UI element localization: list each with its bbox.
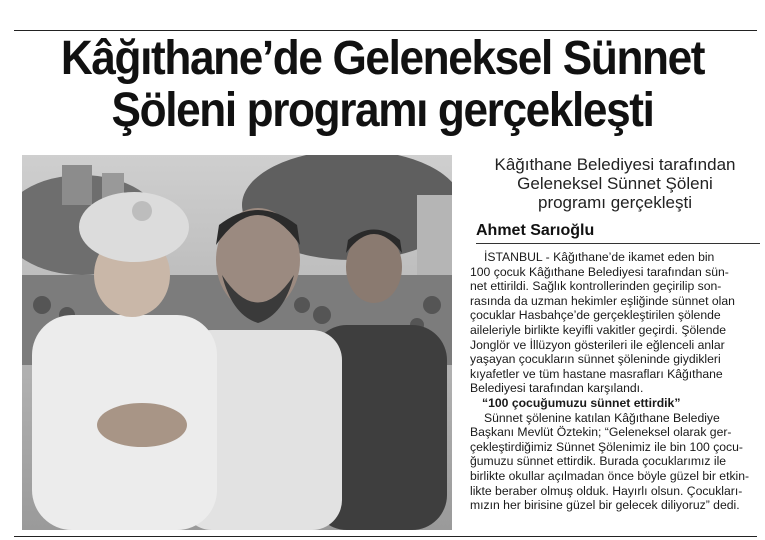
body-line: Başkanı Mevlüt Öztekin; “Geleneksel olarak ger- [470, 425, 732, 440]
body-line: aileleriyle birlikte keyifli vakitler geçirdi. Şölende [470, 322, 727, 337]
body-line: ğumuzu sünnet ettirdik. Burada çocuklarımız ile [470, 454, 727, 469]
body-line: likte beraber olmuş olduk. Hayırlı olsun. Çocukları- [470, 483, 743, 498]
body-line: çocuklar Hasbahçe’de gerçekleştirilen şölende [470, 308, 721, 323]
body-line: birlikte okullar açılmadan önce böyle güzel bir etkin- [470, 468, 750, 483]
deck-line: Geleneksel Sünnet Şöleni [517, 174, 713, 193]
deck-line: Kâğıthane Belediyesi tarafından [494, 155, 736, 174]
body-line: Sünnet şölenine katılan Kâğıthane Belediye [484, 410, 720, 425]
body-line: Jonglör ve İllüzyon gösterileri ile eğlenceli anlar [470, 337, 725, 352]
body-line: rasında da uzman hekimler eşliğinde sünnet olan [470, 293, 735, 308]
headline-line-2: Şöleni programı gerçekleşti [111, 84, 654, 137]
author-name: Ahmet Sarıoğlu [476, 222, 595, 239]
body-line: net ettirildi. Sağlık kontrollerinden geçirilip son- [470, 279, 722, 294]
body-line: yaşayan çocukların sünnet şöleninde giydikleri [470, 352, 721, 367]
subheading: “100 çocuğumuzu sünnet ettirdik” [482, 395, 681, 410]
deck [470, 155, 760, 212]
deck-line: programı gerçekleşti [537, 193, 692, 212]
body-line: mızın her birisine güzel bir gelecek diliyoruz” dedi. [470, 498, 740, 513]
top-rule [14, 30, 757, 31]
body-line: İSTANBUL - Kâğıthane’de ikamet eden bin [484, 250, 715, 264]
body-line: 100 çocuk Kâğıthane Belediyesi tarafından sün- [470, 264, 729, 279]
bottom-rule [14, 536, 757, 537]
news-photo [22, 155, 452, 530]
byline-rule [476, 243, 760, 244]
body-line: çekleştirdiğimiz Sünnet Şölenimiz ile bin 100 çocu- [470, 439, 743, 454]
body-line: Belediyesi tarafından karşılandı. [470, 381, 644, 396]
article-body [470, 250, 760, 513]
body-line: kıyafetler ve tüm hastane masrafları Kâğıthane [470, 366, 723, 381]
headline-line-1: Kâğıthane’de Geleneksel Sünnet [60, 32, 705, 85]
byline [470, 222, 760, 246]
